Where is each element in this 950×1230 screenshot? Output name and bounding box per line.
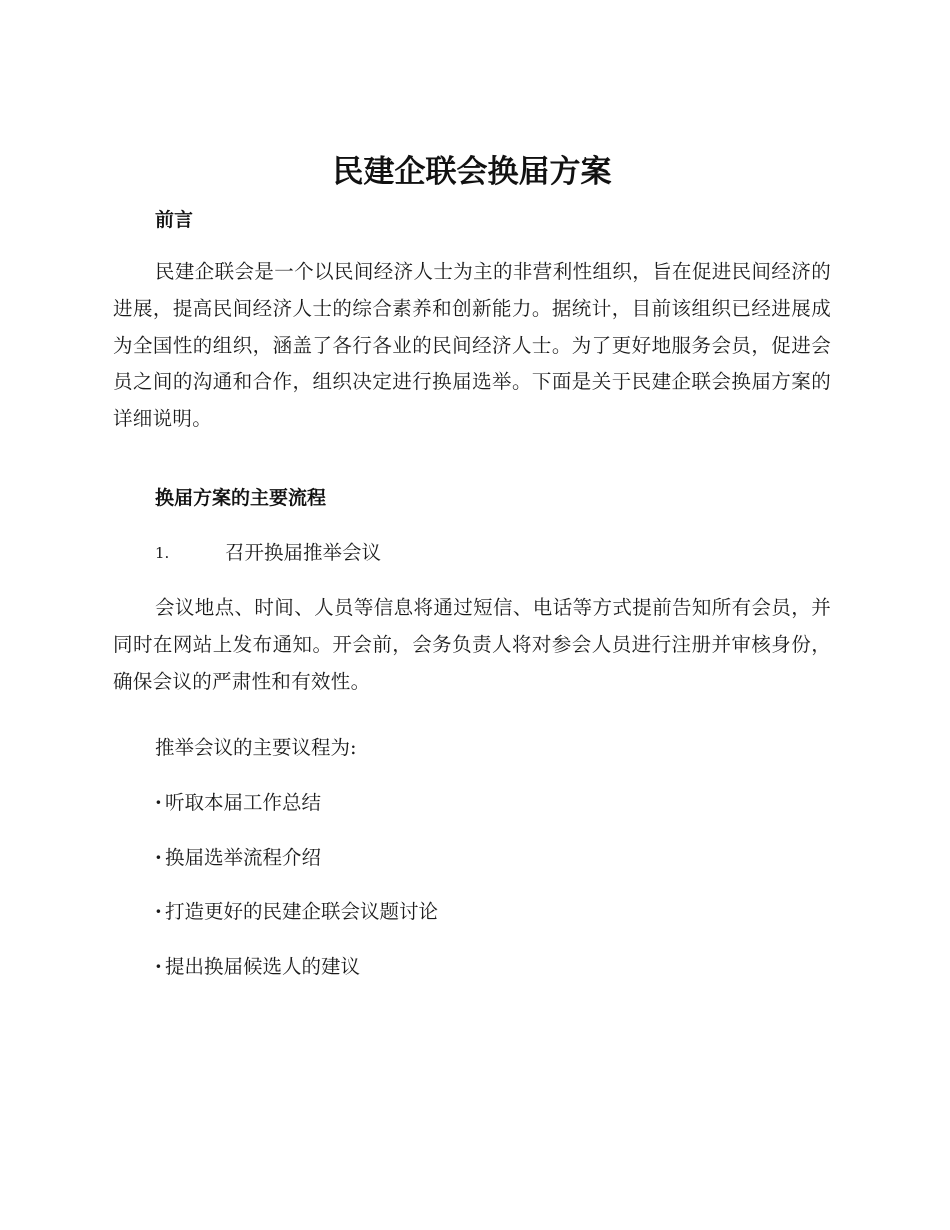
- list-item: [155, 843, 321, 873]
- section-heading-process: 换届方案的主要流程: [155, 487, 327, 509]
- document-title: 民建企联会换届方案: [332, 154, 612, 190]
- list-item: [155, 788, 321, 818]
- list-item-text: 换届选举流程介绍: [165, 846, 322, 869]
- section-heading-preface: 前言: [155, 209, 194, 231]
- bullet-icon: ·: [155, 900, 162, 923]
- bullet-icon: ·: [155, 955, 162, 978]
- list-item-text: 提出换届候选人的建议: [165, 955, 361, 978]
- list-item: [155, 897, 438, 927]
- meeting-paragraph: 会议地点、时间、人员等信息将通过短信、电话等方式提前告知所有会员，并同时在网站上发布通知。开会前，会务负责人将对参会人员进行注册并审核身份，确保会议的严肃性和有效性。: [113, 596, 831, 693]
- numbered-step: [155, 538, 381, 568]
- preface-paragraph: 民建企联会是一个以民间经济人士为主的非营利性组织，旨在促进民间经济的进展，提高民间经济人士的综合素养和创新能力。据统计，目前该组织已经进展成为全国性的组织，涵盖了各行各业的民间经济人士。为了更好地服务会员，促进会员之间的沟通和合作，组织决定进行换届选举。下面是关于民建企联会换届方案的详细说明。: [113, 260, 831, 431]
- bullet-icon: ·: [155, 791, 162, 814]
- bullet-icon: ·: [155, 846, 162, 869]
- agenda-intro: 推举会议的主要议程为:: [155, 736, 357, 759]
- list-item-text: 听取本届工作总结: [165, 791, 322, 814]
- list-item-text: 打造更好的民建企联会议题讨论: [165, 900, 439, 923]
- step-label: 召开换届推举会议: [225, 541, 382, 564]
- list-item: [155, 952, 360, 982]
- step-number: 1.: [155, 544, 170, 562]
